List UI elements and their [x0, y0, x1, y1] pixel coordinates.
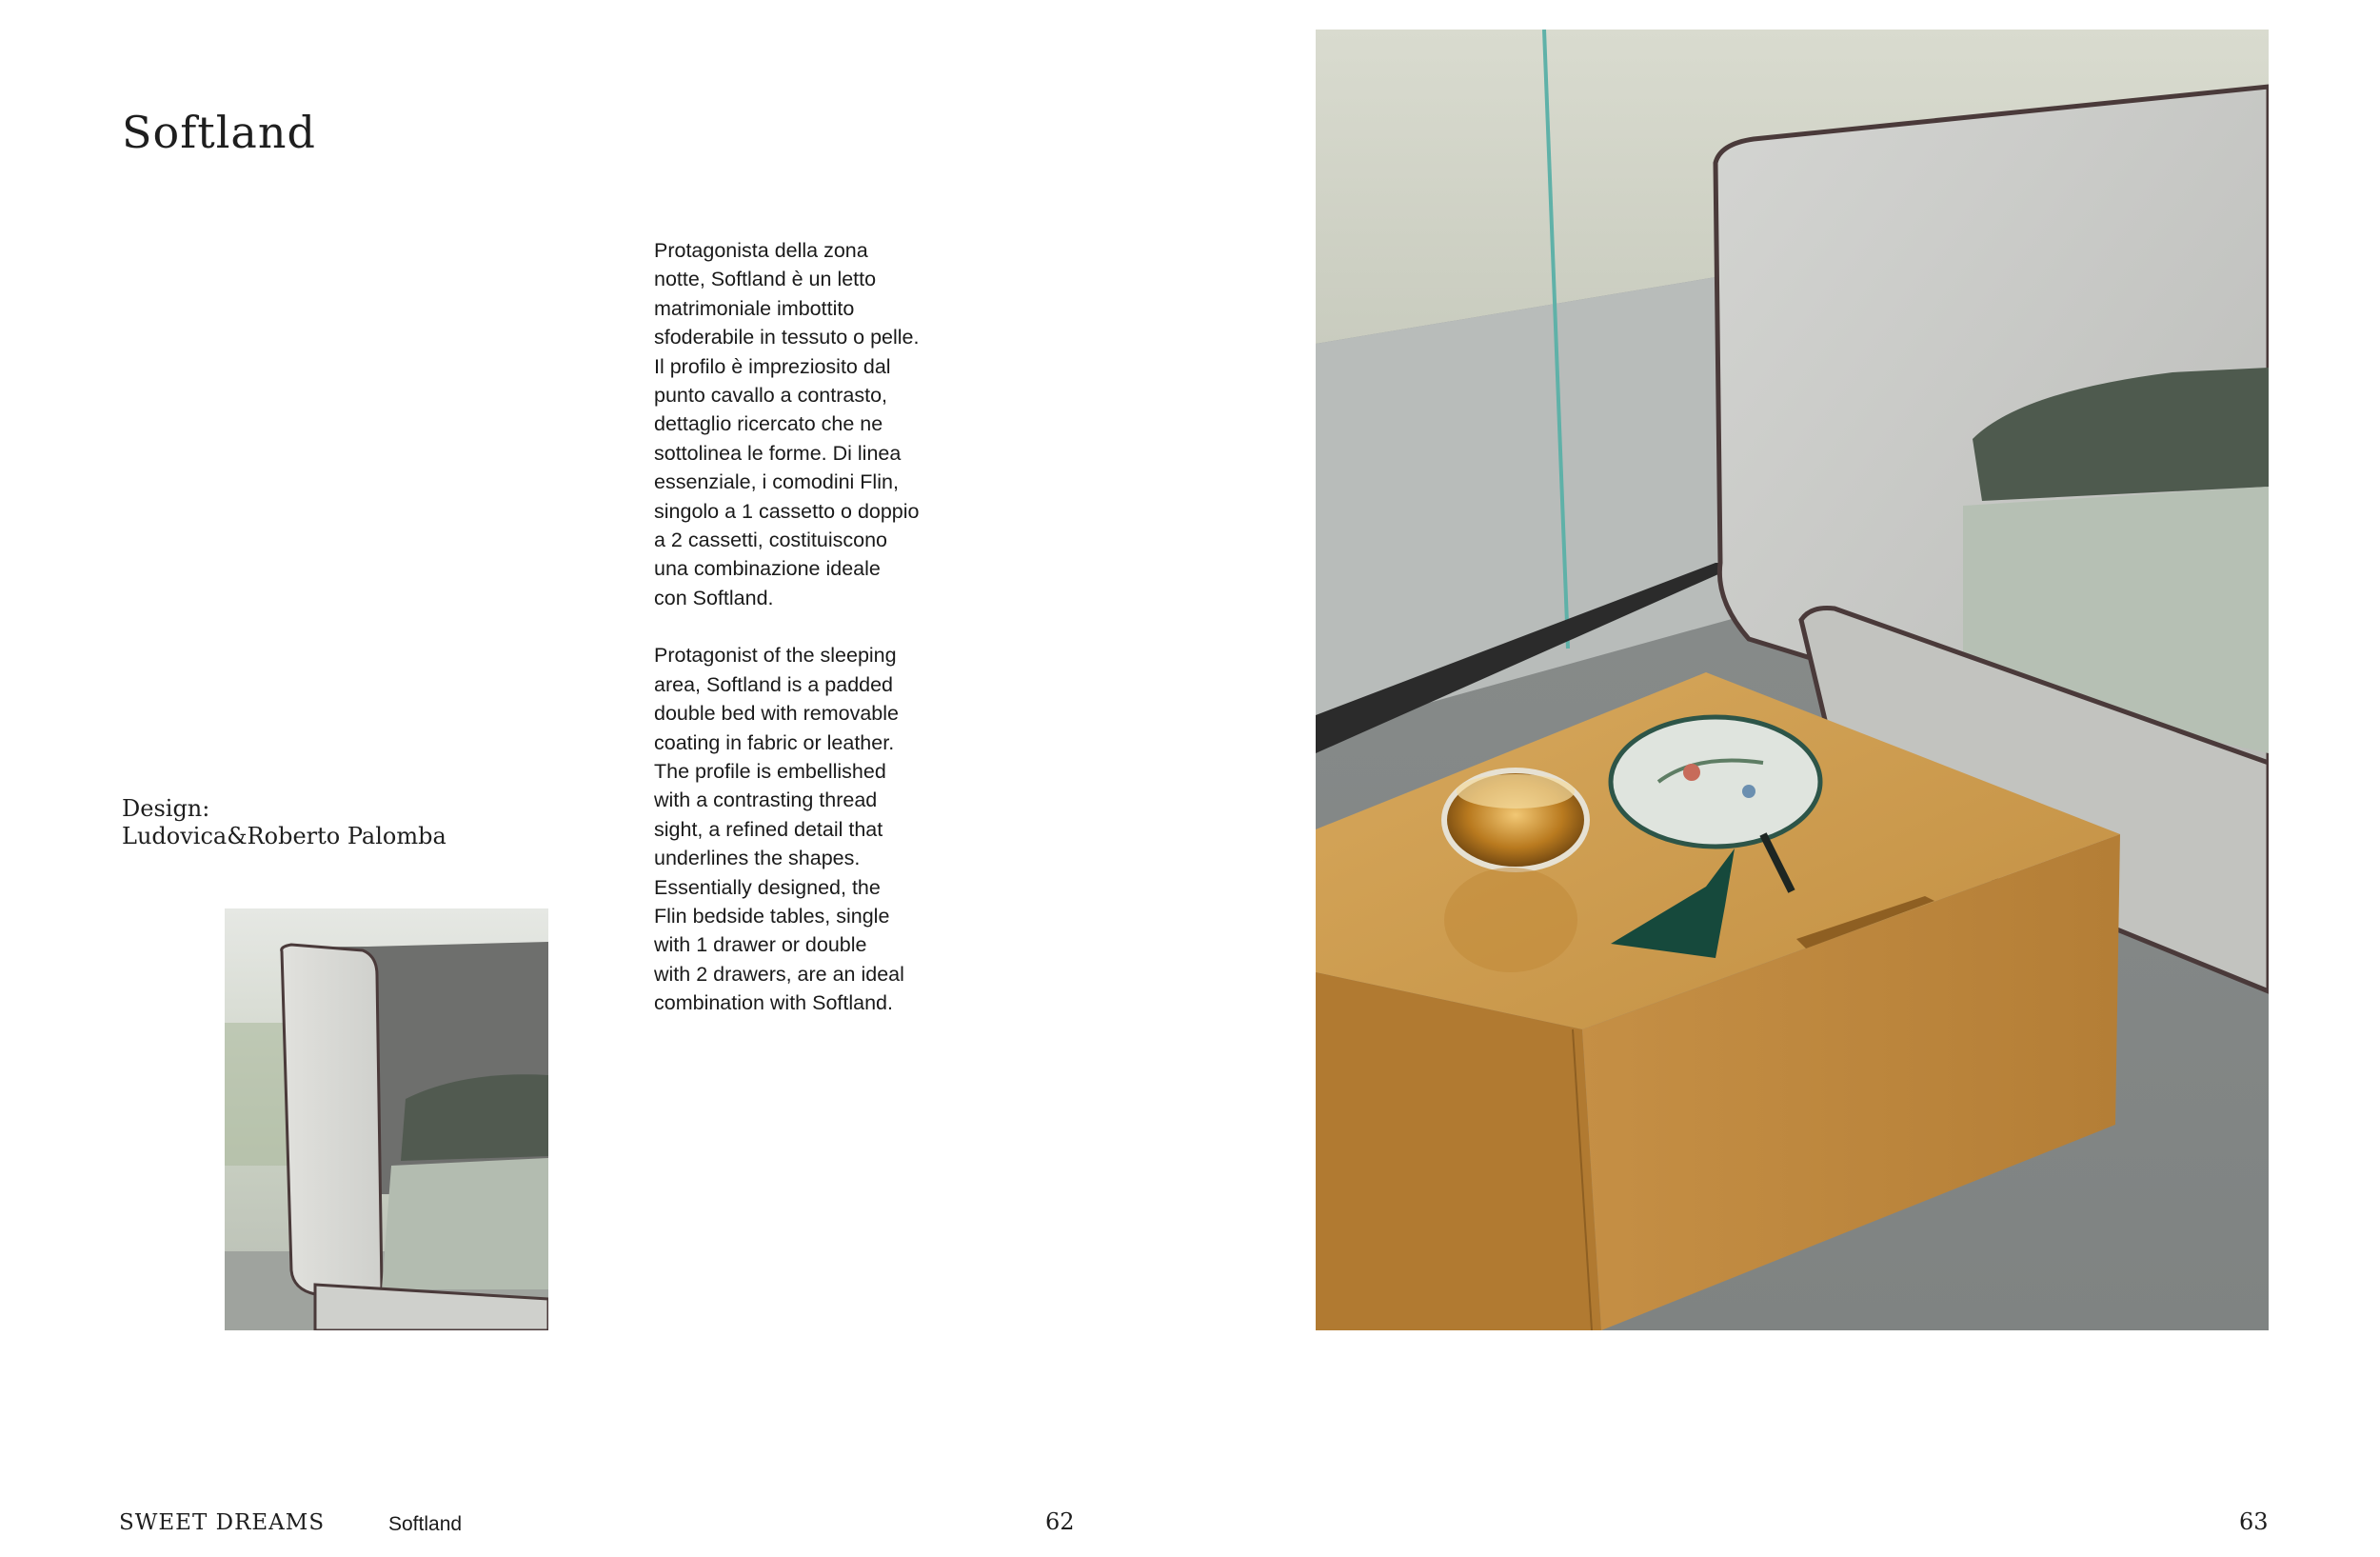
main-photo — [1316, 30, 2269, 1330]
design-label: Design: — [122, 795, 210, 822]
product-description — [654, 236, 940, 1018]
description-english: Protagonist of the sleeping area, Softland is a padded double bed with removable coating in fabric or leather. The profile is embellished with a contrasting thread sight, a refined detail that underlines the shapes. Essentially designed, the Flin bedside tables, single with 1 drawer or double with 2 drawers, are an ideal combination with Softland. — [654, 644, 904, 1015]
page-number-left: 62 — [1045, 1508, 1075, 1535]
footer-product-name: Softland — [388, 1513, 463, 1535]
design-credit — [122, 795, 446, 850]
footer-section-title: SWEET DREAMS — [119, 1510, 326, 1535]
page-number-right: 63 — [2239, 1508, 2269, 1535]
designer-name: Ludovica&Roberto Palomba — [122, 823, 446, 849]
thumbnail-photo — [225, 908, 548, 1330]
bed-headboard-detail-illustration — [225, 908, 548, 1330]
description-italian: Protagonista della zona notte, Softland è un letto matrimoniale imbottito sfoderabile in tessuto o pelle. Il profilo è impreziosito dal punto cavallo a contrasto, dettaglio ricercato che ne sottolinea le forme. Di linea essenziale, i comodini Flin, singolo a 1 cassetto o doppio a 2 cassetti, costituiscono una combinazione ideale con Softland. — [654, 239, 920, 609]
bedside-table-and-bed-illustration — [1316, 30, 2269, 1330]
page-title: Softland — [122, 107, 316, 158]
